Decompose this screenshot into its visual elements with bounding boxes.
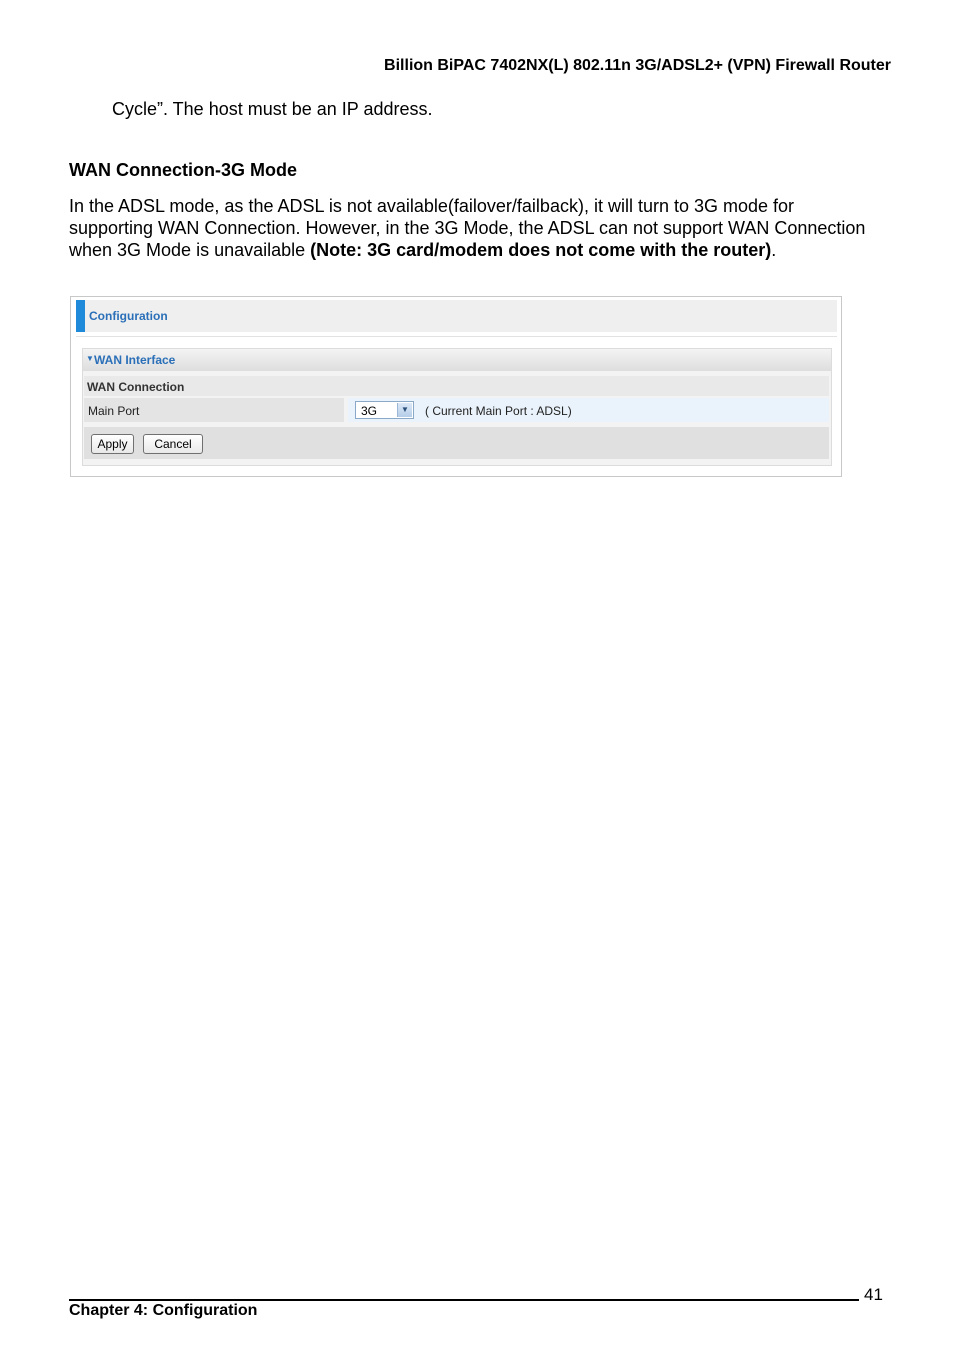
body-paragraph [69,195,869,261]
wan-interface-panel [82,348,832,466]
main-port-select[interactable] [355,401,414,419]
configuration-bar [76,300,837,332]
footer-rule [69,1299,859,1301]
wan-connection-row [84,376,829,396]
paragraph-text: In the ADSL mode, as the ADSL is not available(failover/failback), it will turn to 3G mode for supporting WAN Connection. However, in the 3G Mode, the ADSL can not support WAN Connection when 3G Mode is unavailable [69,196,866,260]
router-ui-screenshot [70,296,842,477]
divider [76,336,837,337]
paragraph-note: (Note: 3G card/modem does not come with the router) [310,240,772,260]
chevron-down-icon[interactable]: ▼ [397,403,412,417]
main-port-label: Main Port [88,404,140,418]
chapter-label: Chapter 4: Configuration [69,1302,258,1319]
cancel-button[interactable]: Cancel [143,434,203,454]
document-header: Billion BiPAC 7402NX(L) 802.11n 3G/ADSL2+ (VPN) Firewall Router [384,57,891,74]
page-number: 41 [864,1285,883,1304]
main-port-value-cell [348,398,829,422]
button-row [84,427,829,459]
continuation-text: Cycle”. The host must be an IP address. [112,99,433,119]
current-main-port-text: ( Current Main Port : ADSL) [425,404,572,418]
main-port-selected: 3G [361,404,378,418]
wan-interface-header[interactable] [83,349,831,371]
wan-connection-title: WAN Connection [87,380,185,394]
paragraph-end: . [771,240,777,260]
accent-bar [76,300,85,332]
section-heading: WAN Connection-3G Mode [69,160,297,180]
configuration-title: Configuration [89,309,168,323]
main-port-label-cell [84,398,344,422]
wan-interface-title: WAN Interface [94,353,176,367]
apply-button[interactable]: Apply [91,434,134,454]
collapse-triangle-icon: ▼ [86,354,94,363]
